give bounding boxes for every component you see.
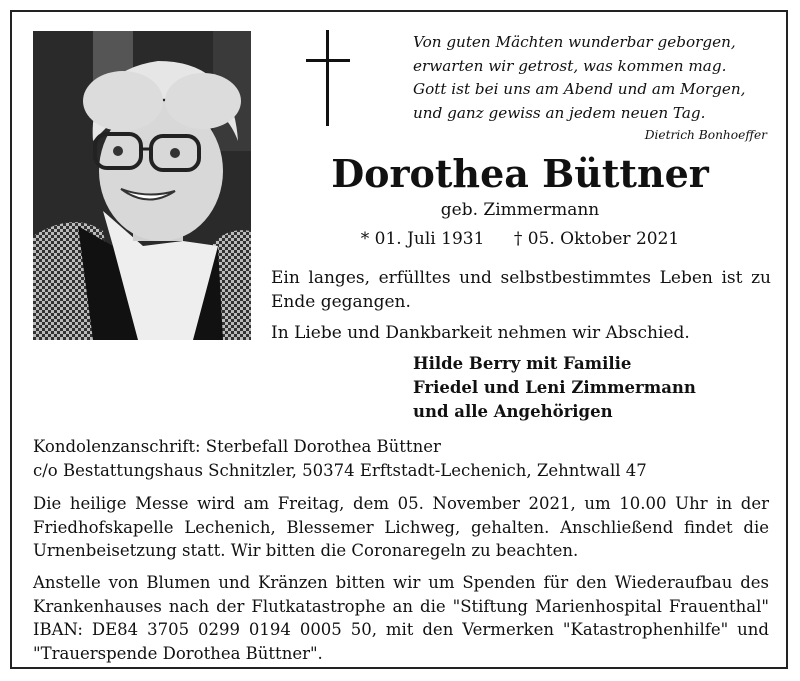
mass-line: Urnenbeisetzung statt. Wir bitten die Coronaregeln zu beachten.	[33, 541, 579, 560]
deceased-name: Dorothea Büttner	[331, 151, 709, 196]
poem-author: Dietrich Bonhoeffer	[644, 128, 767, 142]
donation-notice	[33, 571, 769, 665]
message-line: Ein langes, erfülltes und selbstbestimmtes Leben ist zu	[271, 268, 771, 288]
poem-line: Gott ist bei uns am Abend und am Morgen,	[413, 80, 746, 98]
birth-date: * 01. Juli 1931	[360, 229, 485, 249]
mass-line: Friedhofskapelle Lechenich, Blessemer Lichweg, gehalten. Anschließend findet die	[33, 517, 769, 537]
condolence-line: c/o Bestattungshaus Schnitzler, 50374 Erftstadt-Lechenich, Zehntwall 47	[33, 460, 647, 480]
birth-name: geb. Zimmermann	[440, 200, 600, 220]
life-dates	[270, 227, 770, 251]
portrait-photo	[33, 31, 251, 340]
cross-icon	[306, 30, 350, 126]
donation-line: Anstelle von Blumen und Kränzen bitten wir um Spenden für den Wiederaufbau des	[33, 573, 769, 592]
condolence-line: Kondolenzanschrift: Sterbefall Dorothea Büttner	[33, 437, 441, 456]
donation-line: "Trauerspende Dorothea Büttner".	[33, 643, 323, 663]
donation-line: IBAN: DE84 3705 0299 0194 0005 50, mit den Vermerken "Katastrophenhilfe" und	[33, 620, 769, 639]
signatories	[413, 352, 773, 424]
mass-line: Die heilige Messe wird am Freitag, dem 05. November 2021, um 10.00 Uhr in der	[33, 494, 769, 513]
farewell-message	[271, 266, 771, 314]
signatory: und alle Angehörigen	[413, 402, 613, 421]
death-date: † 05. Oktober 2021	[513, 229, 680, 249]
signatory: Friedel und Leni Zimmermann	[413, 378, 696, 397]
poem-line: erwarten wir getrost, was kommen mag.	[413, 56, 727, 75]
message-line: Ende gegangen.	[271, 292, 411, 312]
signatory: Hilde Berry mit Familie	[413, 354, 632, 373]
poem-line: Von guten Mächten wunderbar geborgen,	[413, 33, 736, 51]
farewell-closing: In Liebe und Dankbarkeit nehmen wir Abschied.	[271, 323, 690, 343]
mass-notice	[33, 492, 769, 563]
donation-line: Krankenhauses nach der Flutkatastrophe an die "Stiftung Marienhospital Frauenthal"	[33, 596, 769, 616]
poem-line: und ganz gewiss an jedem neuen Tag.	[413, 103, 706, 122]
bonhoeffer-poem	[390, 31, 767, 144]
portrait-illustration	[33, 31, 251, 340]
condolence-address	[33, 435, 769, 482]
